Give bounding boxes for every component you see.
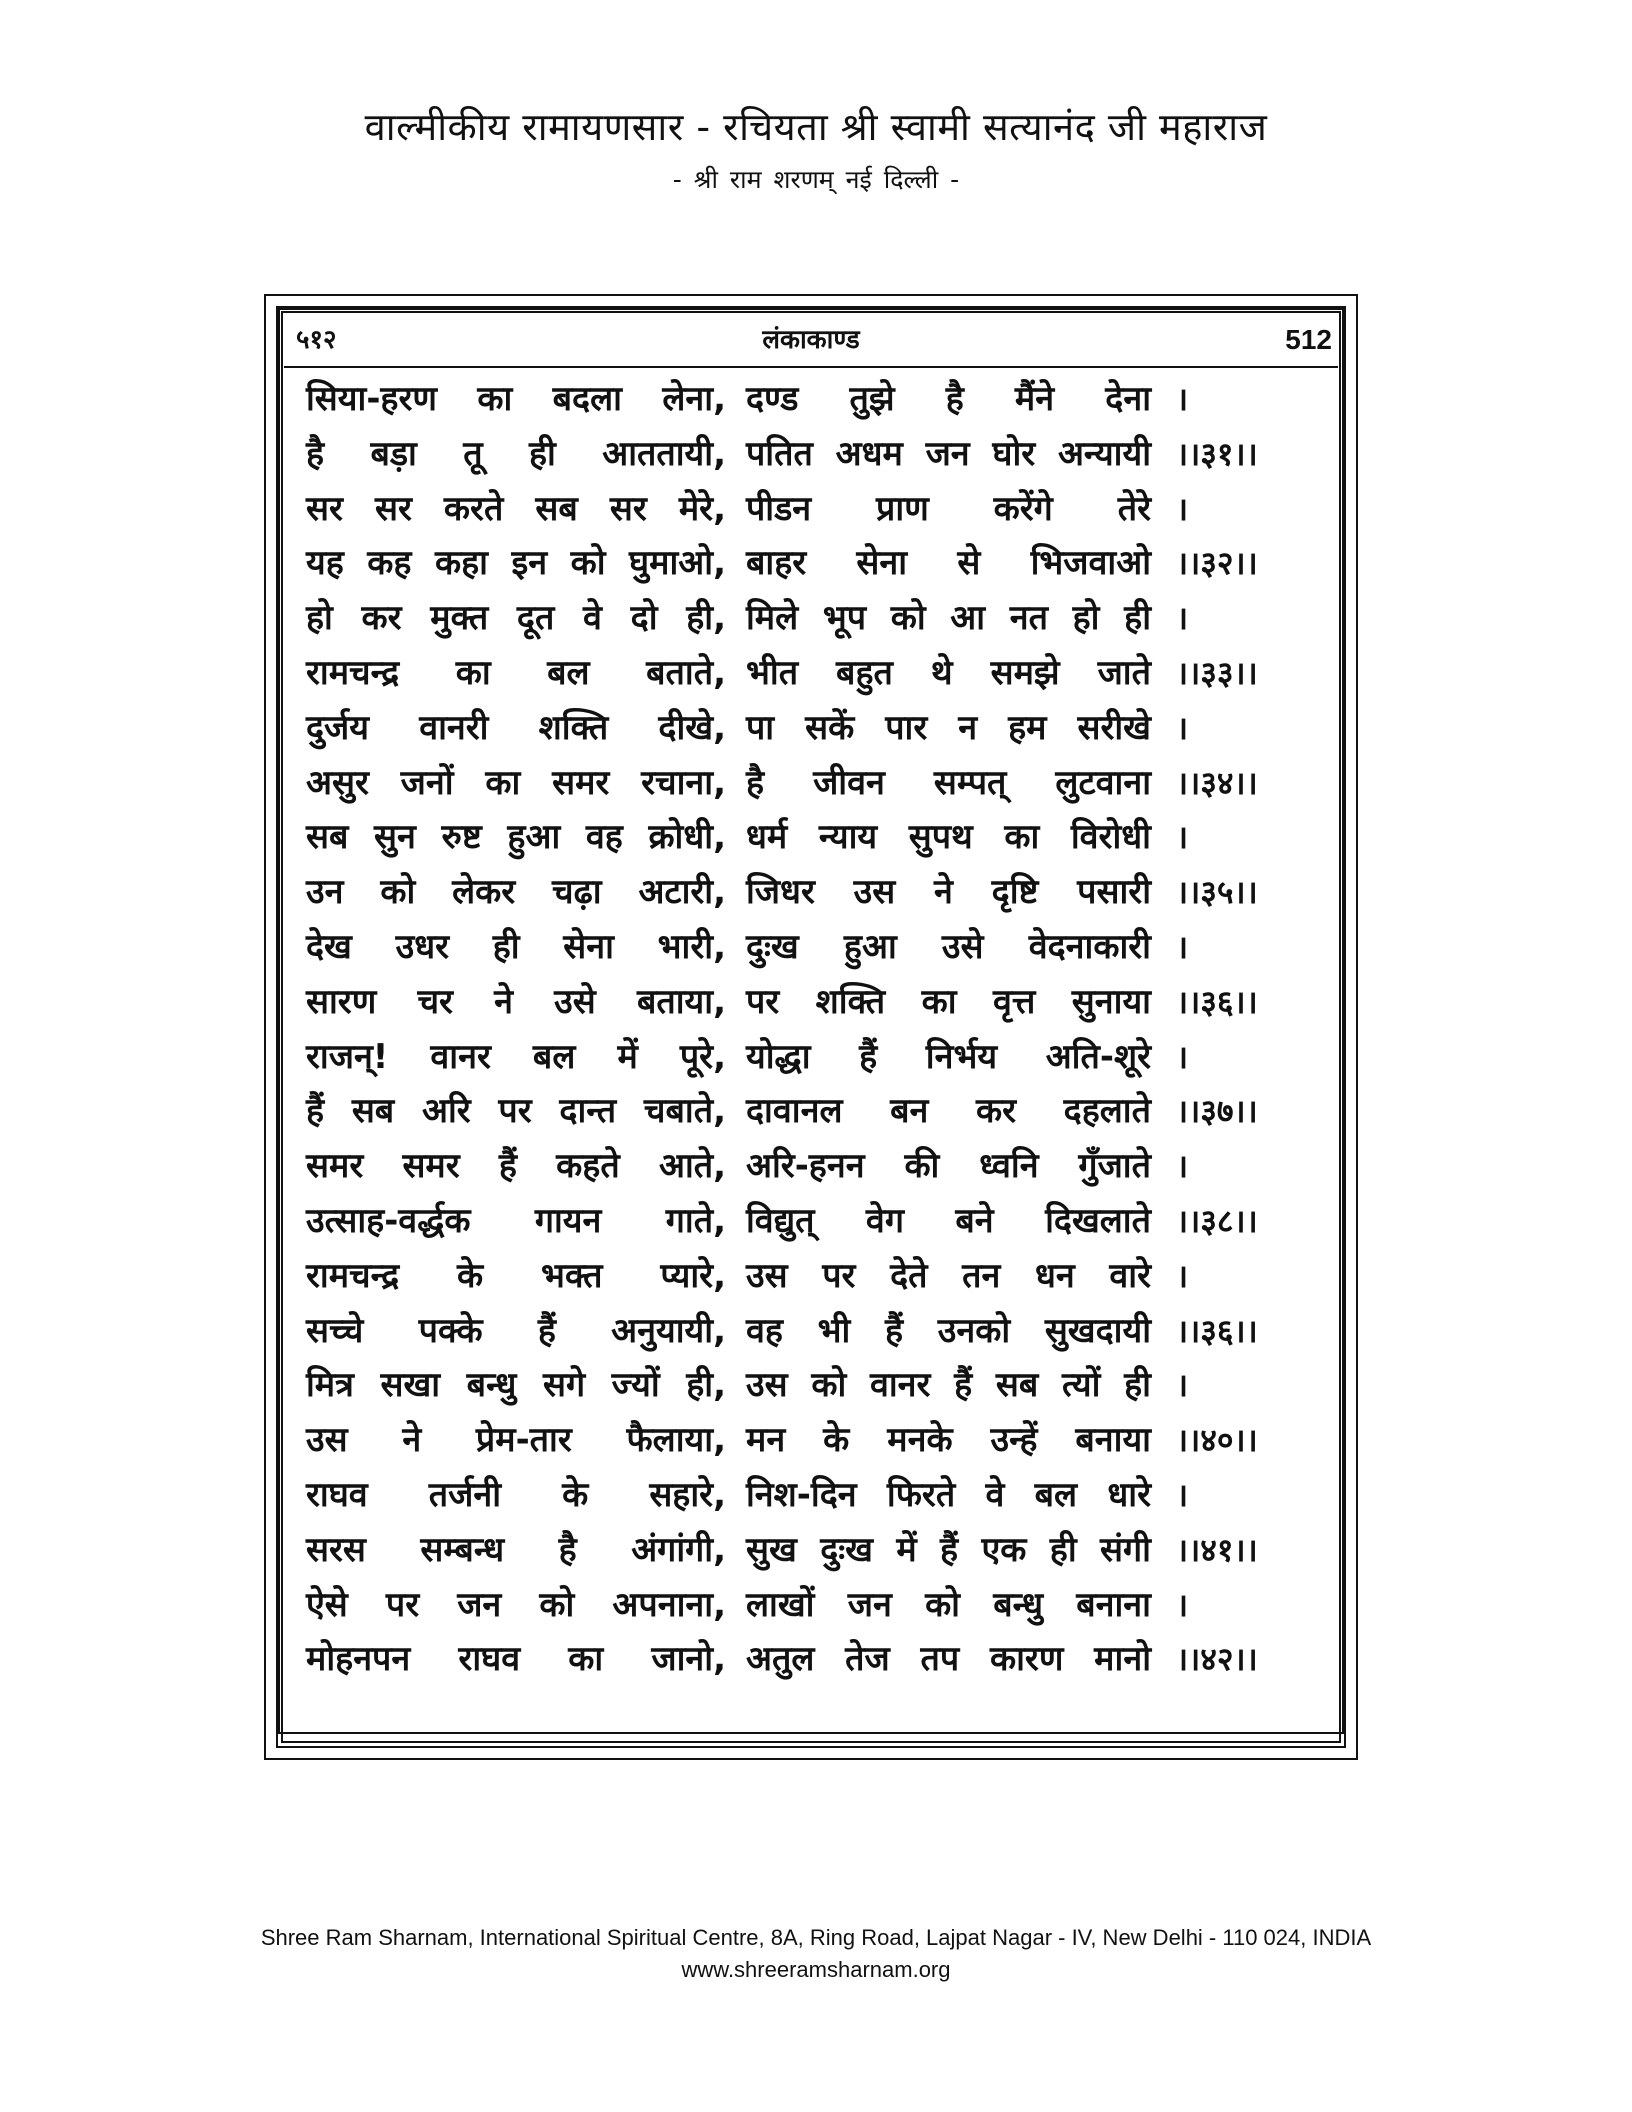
verse-number: ।।३६।। xyxy=(1176,1311,1258,1350)
verse-line xyxy=(306,1413,1346,1468)
verse-first-half: राजन्! वानर बल में पूरे, xyxy=(306,1036,726,1077)
verse-first-half: सर सर करते सब सर मेरे, xyxy=(306,488,726,529)
verse-first-half: असुर जनों का समर रचाना, xyxy=(306,762,726,803)
verse-line xyxy=(306,1194,1346,1249)
verse-number: । xyxy=(1176,1147,1189,1186)
verse-number: ।।३२।। xyxy=(1176,544,1258,583)
verse-line xyxy=(306,591,1346,646)
verse-line xyxy=(306,427,1346,482)
verse-line xyxy=(306,1632,1346,1687)
verse-line xyxy=(306,1084,1346,1139)
verse-first-half: सरस सम्बन्ध है अंगांगी, xyxy=(306,1529,726,1570)
verse-second-half: जिधर उस ने दृष्टि पसारी xyxy=(746,872,1151,913)
verse-first-half: उन को लेकर चढ़ा अटारी, xyxy=(306,872,726,913)
verse-line xyxy=(306,810,1346,865)
verse-line xyxy=(306,482,1346,537)
verse-first-half: उत्साह-वर्द्धक गायन गाते, xyxy=(306,1200,726,1241)
verse-number: । xyxy=(1176,1475,1189,1514)
verse-line xyxy=(306,372,1346,427)
verse-first-half: रामचन्द्र के भक्त प्यारे, xyxy=(306,1255,726,1296)
verse-line xyxy=(306,865,1346,920)
page-frame xyxy=(264,294,1358,1760)
verse-second-half: पीडन प्राण करेंगे तेरे xyxy=(746,488,1151,529)
verse-first-half: दुर्जय वानरी शक्ति दीखे, xyxy=(306,707,726,748)
verse-line xyxy=(306,1578,1346,1633)
verse-number: ।।३३।। xyxy=(1176,653,1258,692)
verse-number: ।।३५।। xyxy=(1176,873,1258,912)
verse-second-half: लाखों जन को बन्धु बनाना xyxy=(746,1584,1151,1625)
verse-second-half: बाहर सेना से भिजवाओ xyxy=(746,543,1151,584)
verse-number: । xyxy=(1176,1366,1189,1405)
verse-first-half: समर समर हैं कहते आते, xyxy=(306,1146,726,1187)
verse-first-half: सब सुन रुष्ट हुआ वह क्रोधी, xyxy=(306,817,726,858)
verse-number: ।।३७।। xyxy=(1176,1092,1258,1131)
verse-first-half: ऐसे पर जन को अपनाना, xyxy=(306,1584,726,1625)
page-number: 512 xyxy=(1285,324,1332,355)
verse-line xyxy=(306,975,1346,1030)
verse-second-half: वह भी हैं उनको सुखदायी xyxy=(746,1310,1151,1351)
verse-first-half: देख उधर ही सेना भारी, xyxy=(306,926,726,967)
verse-second-half: उस को वानर हैं सब त्यों ही xyxy=(746,1365,1151,1406)
verse-second-half: मिले भूप को आ नत हो ही xyxy=(746,598,1151,639)
verse-second-half: विद्युत् वेग बने दिखलाते xyxy=(746,1200,1151,1241)
verse-number: ।।४०।। xyxy=(1176,1421,1258,1460)
verse-second-half: दण्ड तुझे है मैंने देना xyxy=(746,379,1151,419)
verse-second-half: दावानल बन कर दहलाते xyxy=(746,1091,1151,1132)
verse-second-half: पा सकें पार न हम सरीखे xyxy=(746,707,1151,748)
verse-number: ।।४२।। xyxy=(1176,1640,1258,1679)
verse-second-half: अरि-हनन की ध्वनि गुँजाते xyxy=(746,1146,1151,1187)
verse-first-half: सारण चर ने उसे बताया, xyxy=(306,981,726,1022)
page-header xyxy=(296,320,1332,360)
verse-first-half: राघव तर्जनी के सहारे, xyxy=(306,1474,726,1515)
verse-first-half: है बड़ा तू ही आततायी, xyxy=(306,433,726,474)
verse-number: ।।३६।। xyxy=(1176,982,1258,1021)
verse-number: । xyxy=(1176,489,1189,528)
verse-number: ।।३८।। xyxy=(1176,1201,1258,1240)
document-title: वाल्मीकीय रामायणसार - रचियता श्री स्वामी सत्यानंद जी महाराज xyxy=(364,105,1268,149)
verse-second-half: अतुल तेज तप कारण मानो xyxy=(746,1639,1151,1680)
verse-line xyxy=(306,1030,1346,1085)
verse-second-half: मन के मनके उन्हें बनाया xyxy=(746,1420,1151,1461)
verse-list xyxy=(306,372,1346,1687)
verse-second-half: उस पर देते तन धन वारे xyxy=(746,1255,1151,1296)
verse-number: । xyxy=(1176,1256,1189,1295)
verse-number: ।।४१।। xyxy=(1176,1530,1258,1569)
verse-number: । xyxy=(1176,1037,1189,1076)
page-number-hindi: ५१२ xyxy=(296,325,337,355)
verse-first-half: हो कर मुक्त दूत वे दो ही, xyxy=(306,598,726,639)
verse-line xyxy=(306,920,1346,975)
verse-line xyxy=(306,1304,1346,1359)
verse-number: । xyxy=(1176,927,1189,966)
verse-line xyxy=(306,646,1346,701)
verse-second-half: पर शक्ति का वृत्त सुनाया xyxy=(746,981,1151,1022)
footer-address: Shree Ram Sharnam, International Spiritual Centre, 8A, Ring Road, Lajpat Nagar - IV, New Delhi - 110 024, INDIA xyxy=(260,1925,1372,1950)
verse-first-half: सिया-हरण का बदला लेना, xyxy=(306,379,726,419)
document-subtitle: - श्री राम शरणम् नई दिल्ली - xyxy=(672,165,960,194)
verse-number: । xyxy=(1176,818,1189,857)
verse-first-half: हैं सब अरि पर दान्त चबाते, xyxy=(306,1091,726,1132)
verse-line xyxy=(306,1523,1346,1578)
verse-first-half: यह कह कहा इन को घुमाओ, xyxy=(306,543,726,584)
verse-number: ।।३४।। xyxy=(1176,763,1258,802)
verse-first-half: रामचन्द्र का बल बताते, xyxy=(306,652,726,693)
verse-first-half: मोहनपन राघव का जानो, xyxy=(306,1639,726,1680)
verse-first-half: उस ने प्रेम-तार फैलाया, xyxy=(306,1420,726,1461)
verse-second-half: भीत बहुत थे समझे जाते xyxy=(746,652,1151,693)
footer-website: www.shreeramsharnam.org xyxy=(681,1957,951,1982)
verse-line xyxy=(306,1468,1346,1523)
verse-number: । xyxy=(1176,599,1189,638)
verse-line xyxy=(306,756,1346,811)
chapter-title: लंकाकाण्ड xyxy=(762,325,860,355)
verse-second-half: निश-दिन फिरते वे बल धारे xyxy=(746,1474,1151,1515)
verse-second-half: है जीवन सम्पत् लुटवाना xyxy=(746,762,1151,803)
verse-second-half: सुख दुःख में हैं एक ही संगी xyxy=(746,1529,1151,1570)
verse-line xyxy=(306,1249,1346,1304)
verse-second-half: दुःख हुआ उसे वेदनाकारी xyxy=(746,926,1151,967)
verse-number: ।।३१।। xyxy=(1176,434,1258,473)
verse-first-half: सच्चे पक्के हैं अनुयायी, xyxy=(306,1310,726,1351)
verse-line xyxy=(306,1139,1346,1194)
verse-line xyxy=(306,1358,1346,1413)
verse-line xyxy=(306,536,1346,591)
verse-number: । xyxy=(1176,380,1189,418)
header-divider xyxy=(284,366,1338,368)
verse-second-half: पतित अधम जन घोर अन्यायी xyxy=(746,433,1151,474)
verse-number: । xyxy=(1176,708,1189,747)
verse-second-half: धर्म न्याय सुपथ का विरोधी xyxy=(746,817,1151,858)
verse-first-half: मित्र सखा बन्धु सगे ज्यों ही, xyxy=(306,1365,726,1406)
verse-second-half: योद्धा हैं निर्भय अति-शूरे xyxy=(746,1036,1151,1077)
verse-number: । xyxy=(1176,1585,1189,1624)
verse-line xyxy=(306,701,1346,756)
